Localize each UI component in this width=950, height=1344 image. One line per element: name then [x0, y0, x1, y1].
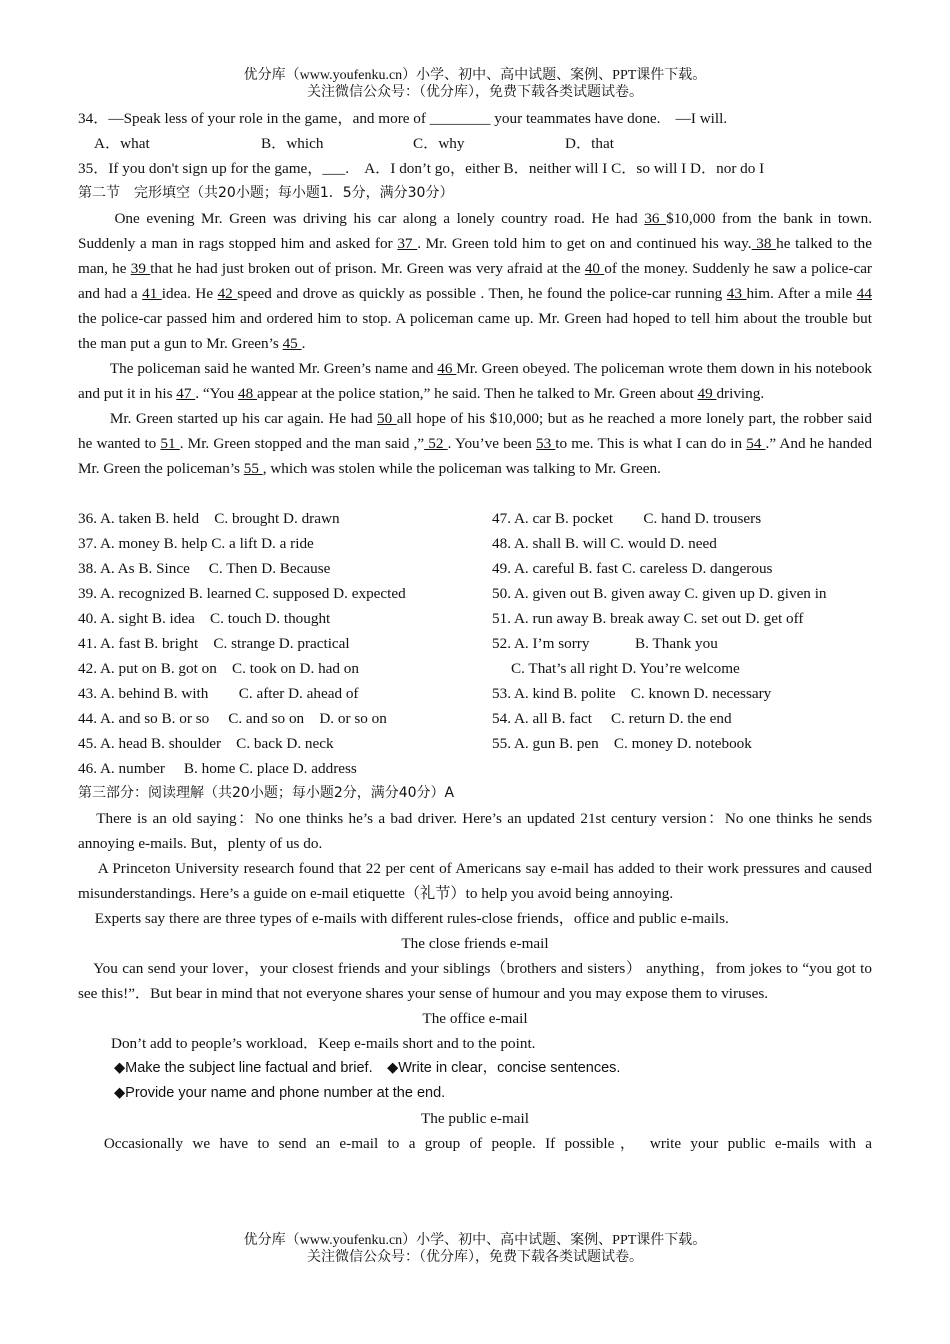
cloze-text: driving.: [716, 385, 765, 402]
cloze-text: One evening Mr. Green was driving his car along a lonely country road. He had: [114, 210, 645, 227]
cloze-text: . Mr. Green told him to get on and continued his way.: [417, 235, 752, 252]
q34-option-c: C．why: [413, 135, 465, 152]
option-row: 38. A. As B. Since C. Then D. Because: [78, 560, 331, 577]
option-row: 39. A. recognized B. learned C. supposed D. expected: [78, 585, 406, 602]
option-row: 53. A. kind B. polite C. known D. necessary: [492, 685, 772, 702]
heading-public: The public e-mail: [421, 1110, 529, 1127]
cloze-text: appear at the police station,” he said. Then he talked to Mr. Green about: [257, 385, 698, 402]
blank-50: 50: [377, 410, 397, 427]
document-body: [78, 106, 872, 1156]
heading-office: The office e-mail: [422, 1010, 528, 1027]
cloze-text: of the money. Suddenly he saw a police-car and had a: [78, 260, 872, 302]
cloze-text: that he had just broken out of prison. Mr. Green was very afraid at the: [150, 260, 585, 277]
cloze-text: he talked to the man, he: [78, 235, 873, 277]
cloze-text: him. After a mile: [746, 285, 857, 302]
reading-paragraph-2: A Princeton University research found that 22 per cent of Americans say e-mail has added to their work pressures and caused misunderstandings. Here’s a guide on e-mail etiquette（礼节）to help you avoid being annoying.: [78, 860, 872, 902]
blank-44: 44: [856, 285, 872, 302]
cloze-text: all hope of his $10,000; but as he reached a more lonely part, the robber said he wanted to: [78, 410, 873, 452]
q34-option-b: B．which: [261, 135, 324, 152]
option-row: C. That’s all right D. You’re welcome: [492, 660, 740, 677]
option-row: 55. A. gun B. pen C. money D. notebook: [492, 735, 752, 752]
option-row: 43. A. behind B. with C. after D. ahead of: [78, 685, 359, 702]
option-row: 41. A. fast B. bright C. strange D. practical: [78, 635, 350, 652]
option-row: 44. A. and so B. or so C. and so on D. or so on: [78, 710, 387, 727]
blank-54: 54: [746, 435, 766, 452]
reading-paragraph-5: Don’t add to people’s workload．Keep e-mails short and to the point.: [111, 1035, 536, 1052]
cloze-text: the police-car passed him and ordered him to stop. A policeman came up. Mr. Green had hoped to tell him about the trouble but the man put a gun to Mr. Green’s: [78, 310, 872, 352]
blank-42: 42: [217, 285, 238, 302]
blank-52: 52: [424, 435, 448, 452]
blank-40: 40: [584, 260, 605, 277]
reading-paragraph-1: There is an old saying：No one thinks he’s a bad driver. Here’s an updated 21st century version：No one thinks he sends annoying e-mails. But，plenty of us do.: [78, 810, 872, 852]
option-row: 48. A. shall B. will C. would D. need: [492, 535, 717, 552]
cloze-text: The policeman said he wanted Mr. Green’s name and: [109, 360, 438, 377]
blank-37: 37: [397, 235, 418, 252]
option-row: 37. A. money B. help C. a lift D. a ride: [78, 535, 314, 552]
blank-41: 41: [142, 285, 162, 302]
cloze-text: speed and drove as quickly as possible . Then, he found the police-car running: [237, 285, 727, 302]
options-left-column: [78, 506, 492, 781]
reading-paragraph-6: Occasionally we have to send an e-mail to a group of people. If possible， write your public e-mails with a: [103, 1135, 872, 1152]
option-row: 40. A. sight B. idea C. touch D. thought: [78, 610, 331, 627]
cloze-text: .” And he handed Mr. Green the policeman’s: [78, 435, 873, 477]
reading-paragraph-4: You can send your lover，your closest friends and your siblings（brothers and sisters） anything，from jokes to “you got to see this!”．But bear in mind that not everyone shares your sense of humour and you may expose them to viruses.: [78, 960, 872, 1002]
blank-53: 53: [535, 435, 556, 452]
question-35-stem: 35．If you don't sign up for the game，___. A．I don’t go，either B．neither will I C．so will I D．nor do I: [78, 160, 765, 177]
option-row: 50. A. given out B. given away C. given up D. given in: [492, 585, 827, 602]
page-footer: [0, 1232, 950, 1266]
section-2-title: 第二节 完形填空（共20小题；每小题1．5分，满分30分）: [78, 185, 454, 201]
heading-close-friends: The close friends e-mail: [401, 935, 549, 952]
option-row: 52. A. I’m sorry B. Thank you: [492, 635, 718, 652]
option-row: 54. A. all B. fact C. return D. the end: [492, 710, 732, 727]
cloze-options: [78, 506, 872, 781]
cloze-paragraph-3: [78, 406, 872, 481]
bullet-line-1: ◆Make the subject line factual and brief. ◆Write in clear，concise sentences.: [114, 1060, 621, 1076]
blank-49: 49: [697, 385, 717, 402]
q34-option-a: A．what: [94, 135, 150, 152]
option-row: 45. A. head B. shoulder C. back D. neck: [78, 735, 334, 752]
blank-48: 48: [238, 385, 258, 402]
question-34-options: [78, 131, 872, 156]
footer-line-1: 优分库（www.youfenku.cn）小学、初中、高中试题、案例、PPT课件下载。: [243, 1233, 707, 1248]
option-row: 46. A. number B. home C. place D. address: [78, 760, 357, 777]
options-right-column: [492, 506, 872, 781]
cloze-paragraph-1: [78, 206, 872, 356]
option-row: 42. A. put on B. got on C. took on D. had on: [78, 660, 359, 677]
reading-paragraph-3: Experts say there are three types of e-mails with different rules-close friends，office and public e-mails.: [94, 910, 729, 927]
cloze-text: , which was stolen while the policeman was talking to Mr. Green.: [262, 460, 661, 477]
cloze-text: $10,000 from the bank in town. Suddenly a man in rags stopped him and asked for: [78, 210, 872, 252]
cloze-paragraph-2: [78, 356, 872, 406]
cloze-text: .: [301, 335, 306, 352]
blank-46: 46: [437, 360, 457, 377]
blank-39: 39: [130, 260, 151, 277]
blank-51: 51: [160, 435, 180, 452]
q34-option-d: D．that: [565, 135, 614, 152]
option-row: 49. A. careful B. fast C. careless D. dangerous: [492, 560, 773, 577]
blank-45: 45: [282, 335, 302, 352]
footer-line-2: 关注微信公众号：（优分库），免费下载各类试题试卷。: [307, 1250, 643, 1265]
blank-38: 38: [751, 235, 777, 252]
cloze-text: . You’ve been: [447, 435, 536, 452]
header-line-1: 优分库（www.youfenku.cn）小学、初中、高中试题、案例、PPT课件下载。: [243, 68, 707, 83]
section-3-title: 第三部分：阅读理解（共20小题；每小题2分，满分40分）A: [78, 785, 455, 801]
blank-43: 43: [726, 285, 747, 302]
page-header: [0, 67, 950, 101]
blank-36: 36: [644, 210, 667, 227]
cloze-text: . Mr. Green stopped and the man said ,”: [179, 435, 425, 452]
cloze-text: Mr. Green started up his car again. He had: [109, 410, 378, 427]
header-line-2: 关注微信公众号：（优分库），免费下载各类试题试卷。: [307, 85, 643, 100]
cloze-text: Mr. Green obeyed. The policeman wrote them down in his notebook and put it in his: [78, 360, 873, 402]
bullet-line-2: ◆Provide your name and phone number at the end.: [114, 1085, 446, 1101]
option-row: 36. A. taken B. held C. brought D. drawn: [78, 510, 340, 527]
option-row: 51. A. run away B. break away C. set out D. get off: [492, 610, 804, 627]
blank-55: 55: [243, 460, 263, 477]
question-34-stem: 34．—Speak less of your role in the game，and more of ________ your teammates have done. —I will.: [78, 110, 728, 127]
option-row: 47. A. car B. pocket C. hand D. trousers: [492, 510, 762, 527]
blank-47: 47: [176, 385, 196, 402]
cloze-text: to me. This is what I can do in: [555, 435, 747, 452]
spacer: [78, 481, 872, 506]
cloze-text: idea. He: [161, 285, 218, 302]
cloze-text: . “You: [195, 385, 239, 402]
